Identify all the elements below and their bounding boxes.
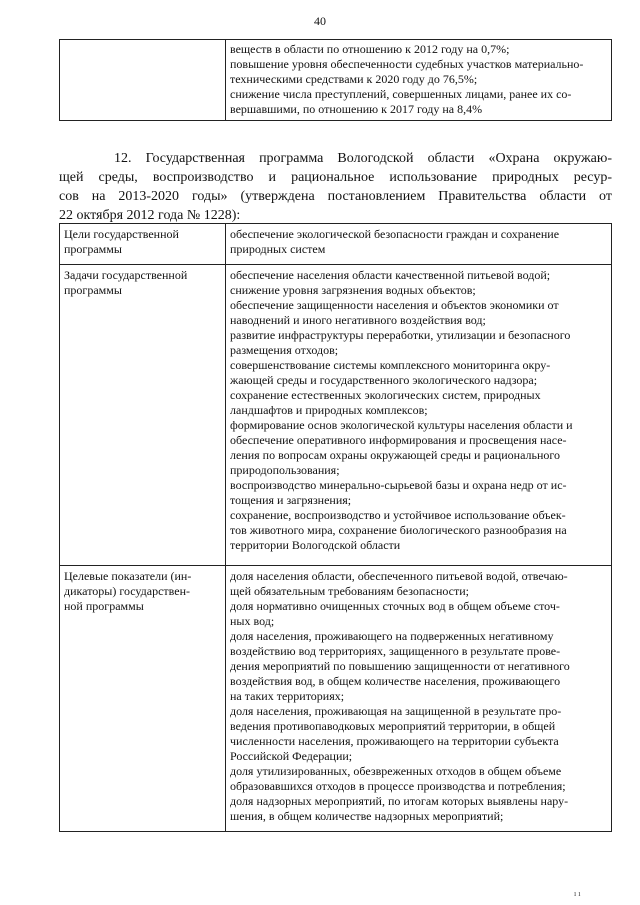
- text-line: размещения отходов;: [230, 343, 339, 357]
- text-line: ления по вопросам охраны окружающей среды и рационального: [230, 448, 561, 462]
- text-line: развитие инфраструктуры переработки, утилизации и безопасного: [230, 328, 571, 342]
- text-line: обеспечение защищенности населения и объектов экономики от: [230, 298, 559, 312]
- text-line: доля населения области, обеспеченного питьевой водой, отвечаю-: [230, 569, 568, 583]
- text-line: сохранение естественных экологических систем, природных: [230, 388, 541, 402]
- text-line: обеспечение населения области качественной питьевой водой;: [230, 268, 551, 282]
- program-heading: [59, 149, 612, 225]
- table-row: [60, 265, 612, 566]
- text-line: ных вод;: [230, 614, 275, 628]
- text-line: щей обязательным требованиям безопасности;: [230, 584, 470, 598]
- text-line: доля нормативно очищенных сточных вод в общем объеме сточ-: [230, 599, 560, 613]
- continued-content-cell: [226, 40, 612, 121]
- scan-mark: ı ı: [574, 889, 581, 898]
- label-line: Задачи государственной: [64, 268, 188, 282]
- label-line: программы: [64, 242, 122, 256]
- label-line: Целевые показатели (ин-: [64, 569, 192, 583]
- text-line: доля населения, проживающего на подверженных негативному: [230, 629, 554, 643]
- text-line: наводнений и иного негативного воздействия вод;: [230, 313, 486, 327]
- label-line: дикаторы) государствен-: [64, 584, 191, 598]
- label-line: Цели государственной: [64, 227, 179, 241]
- text-line: природопользования;: [230, 463, 340, 477]
- text-line: ландшафтов и природных комплексов;: [230, 403, 428, 417]
- row-content-tasks: [226, 265, 612, 566]
- row-label-goals: [60, 224, 226, 265]
- text-line: доля надзорных мероприятий, по итогам которых выявлены нару-: [230, 794, 569, 808]
- table-row: [60, 566, 612, 832]
- text-line: численности населения, проживающего на территории субъекта: [230, 734, 559, 748]
- text-line: доля населения, проживающая на защищенной в результате про-: [230, 704, 562, 718]
- page-number: 40: [314, 14, 326, 28]
- text-line: техническими средствами к 2020 году до 76,5%;: [230, 72, 478, 86]
- label-line: программы: [64, 283, 122, 297]
- text-line: дения мероприятий по повышению защищенности от негативного: [230, 659, 570, 673]
- program-passport-table: [59, 223, 612, 832]
- text-line: доля утилизированных, обезвреженных отходов в общем объеме: [230, 764, 562, 778]
- text-line: территории Вологодской области: [230, 538, 401, 552]
- text-line: воспроизводство минерально-сырьевой базы и охрана недр от ис-: [230, 478, 567, 492]
- text-line: на таких территориях;: [230, 689, 345, 703]
- row-label-tasks: [60, 265, 226, 566]
- text-line: совершенствование системы комплексного мониторинга окру-: [230, 358, 551, 372]
- text-line: образовавшихся отходов в процессе производства и потребления;: [230, 779, 566, 793]
- heading-line: сов на 2013-2020 годы» (утверждена постановлением Правительства области от: [59, 189, 612, 204]
- text-line: ведения противопаводковых мероприятий территории, в общей: [230, 719, 556, 733]
- row-content-goals: [226, 224, 612, 265]
- text-line: веществ в области по отношению к 2012 году на 0,7%;: [230, 42, 510, 56]
- text-line: формирование основ экологической культуры населения области и: [230, 418, 573, 432]
- text-line: Российской Федерации;: [230, 749, 353, 763]
- text-line: вершавшими, по отношению к 2017 году на 8,4%: [230, 102, 483, 116]
- empty-label-cell: [60, 40, 226, 121]
- heading-line: 22 октября 2012 года № 1228):: [59, 208, 241, 223]
- text-line: обеспечение оперативного информирования и просвещения насе-: [230, 433, 567, 447]
- text-line: повышение уровня обеспеченности судебных участков материально-: [230, 57, 584, 71]
- heading-line: 12. Государственная программа Вологодской области «Охрана окружаю-: [114, 151, 612, 166]
- text-line: снижение числа преступлений, совершенных лицами, ранее их со-: [230, 87, 572, 101]
- continued-table: [59, 39, 612, 121]
- text-line: тов животного мира, сохранение биологического разнообразия на: [230, 523, 567, 537]
- text-line: сохранение, воспроизводство и устойчивое использование объек-: [230, 508, 566, 522]
- text-line: воздействию вод территориях, защищенного в результате прове-: [230, 644, 561, 658]
- text-line: воздействия вод, в общем количестве населения, проживающего: [230, 674, 561, 688]
- text-line: шения, в общем количестве надзорных мероприятий;: [230, 809, 504, 823]
- text-line: природных систем: [230, 242, 326, 256]
- text-line: жающей среды и государственного экологического надзора;: [230, 373, 538, 387]
- text-line: обеспечение экологической безопасности граждан и сохранение: [230, 227, 560, 241]
- label-line: ной программы: [64, 599, 144, 613]
- row-label-indicators: [60, 566, 226, 832]
- text-line: снижение уровня загрязнения водных объектов;: [230, 283, 476, 297]
- text-line: тощения и загрязнения;: [230, 493, 352, 507]
- row-content-indicators: [226, 566, 612, 832]
- table-row: [60, 40, 612, 121]
- table-row: [60, 224, 612, 265]
- heading-line: щей среды, воспроизводство и рациональное использование природных ресур-: [59, 170, 612, 185]
